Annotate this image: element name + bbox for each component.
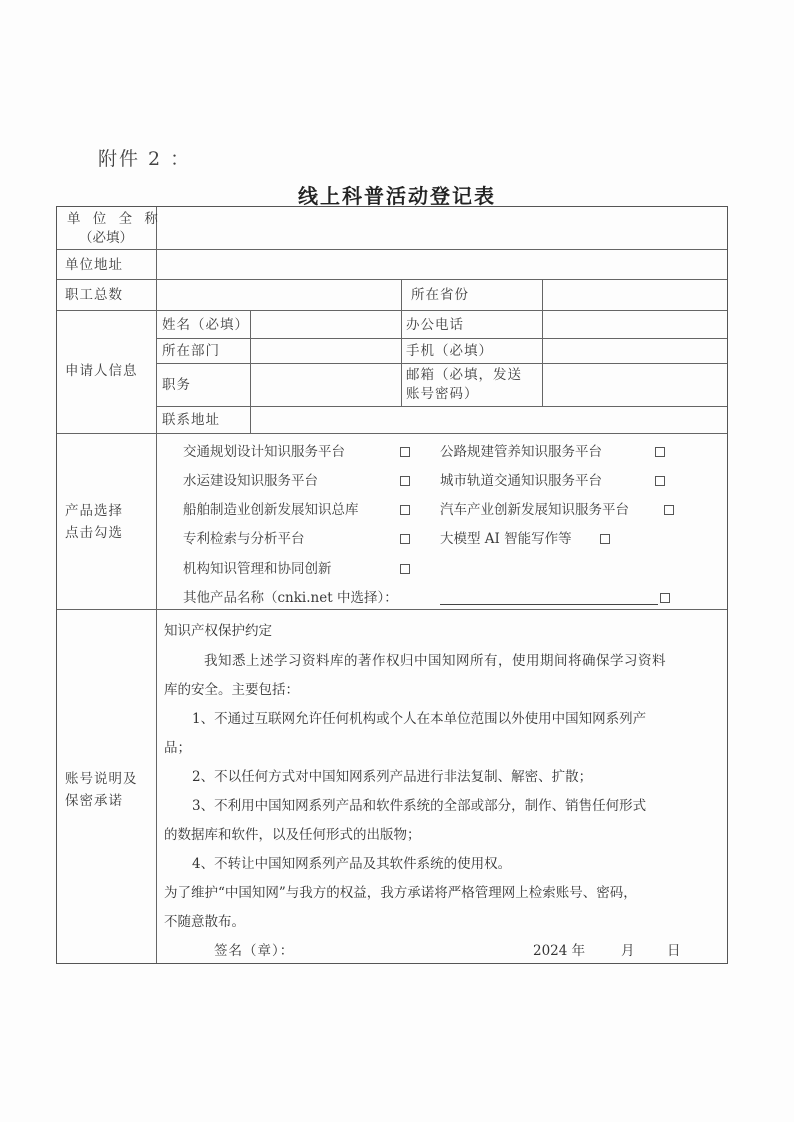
attachment-label: 附件 2 ：: [98, 148, 192, 170]
unit-name-label: 单 位 全 称: [67, 211, 162, 227]
form-title: 线上科普活动登记表: [298, 184, 496, 208]
department-field[interactable]: [252, 339, 400, 362]
product-checkbox[interactable]: [655, 447, 665, 457]
product-label: 机构知识管理和协同创新: [183, 561, 332, 577]
signature-day: 日: [667, 943, 681, 959]
row-divider: [57, 609, 727, 610]
product-label: 船舶制造业创新发展知识总库: [183, 502, 359, 518]
product-checkbox[interactable]: [664, 505, 674, 515]
unit-address-field[interactable]: [158, 250, 726, 278]
col-divider: [542, 279, 543, 406]
product-label: 汽车产业创新发展知识服务平台: [440, 502, 629, 518]
agreement-text: 2、不以任何方式对中国知网系列产品进行非法复制、解密、扩散；: [192, 769, 593, 785]
agreement-text: 为了维护“中国知网”与我方的权益，我方承诺将严格管理网上检索账号、密码，: [164, 885, 637, 901]
unit-name-field[interactable]: [158, 208, 726, 248]
staff-total-field[interactable]: [158, 280, 400, 309]
product-label: 水运建设知识服务平台: [183, 473, 318, 489]
agreement-text: 3、不利用中国知网系列产品和软件系统的全部或部分，制作、销售任何形式: [192, 798, 647, 814]
account-label: 账号说明及: [65, 771, 138, 787]
agreement-text: 4、不转让中国知网系列产品及其软件系统的使用权。: [192, 856, 512, 872]
product-checkbox[interactable]: [400, 534, 410, 544]
agreement-text: 库的安全。主要包括：: [164, 682, 299, 698]
position-field[interactable]: [252, 364, 400, 405]
agreement-text: 我知悉上述学习资料库的著作权归中国知网所有，使用期间将确保学习资料: [204, 653, 666, 669]
signature-month: 月: [621, 943, 635, 959]
product-checkbox[interactable]: [600, 534, 610, 544]
province-field[interactable]: [544, 280, 726, 309]
confidentiality-label: 保密承诺: [65, 793, 123, 809]
email-note: 账号密码）: [406, 386, 479, 402]
office-phone-field[interactable]: [544, 311, 726, 337]
product-label: 城市轨道交通知识服务平台: [440, 473, 602, 489]
row-divider: [57, 433, 727, 434]
product-label: 大模型 AI 智能写作等: [440, 531, 572, 547]
agreement-text: 的数据库和软件，以及任何形式的出版物；: [164, 827, 421, 843]
staff-total-label: 职工总数: [65, 287, 123, 303]
product-hint-label: 点击勾选: [65, 525, 123, 541]
name-field[interactable]: [252, 311, 400, 337]
registration-form: [56, 206, 728, 964]
contact-address-label: 联系地址: [162, 412, 220, 428]
other-product-input[interactable]: [440, 604, 658, 605]
applicant-info-label: 申请人信息: [65, 363, 138, 379]
product-checkbox[interactable]: [400, 476, 410, 486]
product-checkbox[interactable]: [660, 593, 670, 603]
signature-label: 签名（章）：: [214, 943, 295, 959]
office-phone-label: 办公电话: [406, 317, 464, 333]
col-divider: [156, 207, 157, 963]
department-label: 所在部门: [162, 343, 220, 359]
position-label: 职务: [162, 377, 191, 393]
agreement-text: 品；: [164, 740, 191, 756]
unit-address-label: 单位地址: [65, 257, 123, 273]
unit-name-required: （必填）: [79, 230, 133, 246]
product-label: 交通规划设计知识服务平台: [183, 444, 345, 460]
col-divider: [250, 310, 251, 433]
agreement-text: 1、不通过互联网允许任何机构或个人在本单位范围以外使用中国知网系列产: [192, 711, 647, 727]
mobile-field[interactable]: [544, 339, 726, 362]
product-label: 专利检索与分析平台: [183, 531, 305, 547]
product-checkbox[interactable]: [400, 505, 410, 515]
email-label: 邮箱（必填，发送: [406, 367, 522, 383]
product-label: 公路规建管养知识服务平台: [440, 444, 602, 460]
col-divider: [401, 279, 402, 406]
product-checkbox[interactable]: [655, 476, 665, 486]
mobile-label: 手机（必填）: [406, 343, 493, 359]
contact-address-field[interactable]: [252, 407, 726, 432]
other-product-label: 其他产品名称（cnki.net 中选择）：: [183, 590, 398, 606]
signature-year: 2024 年: [533, 943, 586, 959]
product-checkbox[interactable]: [400, 447, 410, 457]
product-select-label: 产品选择: [65, 503, 123, 519]
product-checkbox[interactable]: [400, 564, 410, 574]
agreement-text: 不随意散布。: [164, 914, 245, 930]
email-field[interactable]: [544, 364, 726, 405]
name-label: 姓名（必填）: [162, 317, 249, 333]
province-label: 所在省份: [411, 287, 469, 303]
agreement-heading: 知识产权保护约定: [164, 623, 272, 639]
